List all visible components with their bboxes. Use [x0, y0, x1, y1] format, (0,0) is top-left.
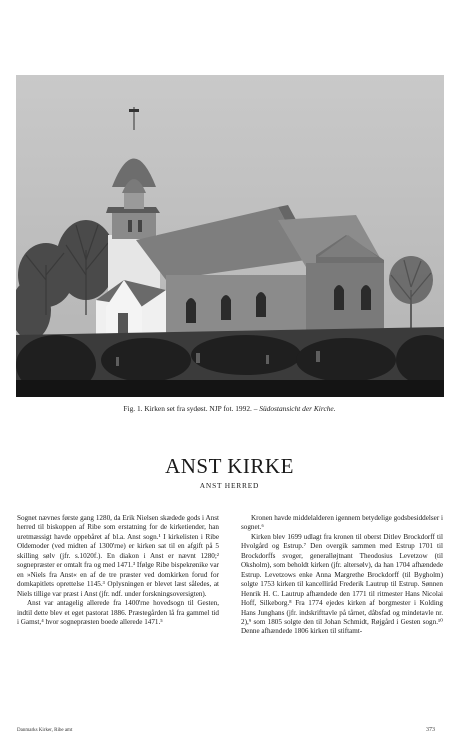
- paragraph: Kronen havde middelalderen igennem betydelige godsbesiddelser i sognet.⁶: [241, 514, 443, 532]
- page-number: 373: [426, 727, 435, 733]
- caption-german-text: Südostansicht der Kirche.: [259, 404, 336, 413]
- left-column: [17, 514, 219, 627]
- paragraph: Anst var antagelig allerede fra 1400'rne hovedsogn til Gesten, indtil dette blev et eget pastorat 1886. Præstegården lå fra gammel tid i Gamst,⁴ hvor sognepræsten boede allerede 1471.⁵: [17, 599, 219, 626]
- church-photograph: [16, 75, 444, 397]
- caption-text: Fig. 1. Kirken set fra sydøst. NJP fot. 1992. –: [123, 404, 260, 413]
- figure-caption: [0, 404, 459, 413]
- paragraph: Kirken blev 1699 udlagt fra kronen til oberst Ditlev Brockdorff til Hvolgård og Estrup.⁷ Den overgik sammen med Estrup 1701 til Brockdorffs svoger, generalløjtnant Theodosius Levetzow (til Oksholm), som beholdt kirken (jfr. altersølv), da han 1704 afhændede Estrup. Levetzows enke Anna Margrethe Brockdorff (til Bygholm) solgte 1753 kirken til kancelliråd Frederik Lautrup til Estrup. Sønnen Henrik H. C. Lautrup afhændede den 1771 til ritmester Hans Nicolai Hoff, Silkeborg.⁸ Fra 1774 ejedes kirken af borgmester i Kolding Hans Junghans (jfr. indskrifttavle på tårnet, dåbsfad og mindetavle nr. 2),⁹ som 1805 solgte den til Johan Schmidt, Røjgård i Gesten sogn.¹⁰ Denne afhændede 1806 kirken til stiftamt-: [241, 532, 443, 636]
- right-column: [241, 514, 443, 637]
- paragraph: Sognet nævnes første gang 1280, da Erik Nielsen skædede gods i Anst herred til biskoppen af Ribe som erstatning for de kirketiender, han uretmæssigt havde oppebåret af bl.a. Anst sogn.¹ I kirkelisten i Ribe Oldemoder (ved midten af 1300'rne) er kirken sat til en afgift på 5 skilling sølv (jfr. s.1020f.). En diakon i Anst er nævnt 1280;² sognepræster er omtalt fra og med 1471.³ Ifølge Ribe bispekrønike var en »Niels fra Anst« en af de tre præster ved domkirken forud for domkapitlets oprettelse 1145.³ Oplysningen er blevet læst således, at Niels tillige var præst i Anst (jfr. ndf. under forskningsoversigten).: [17, 514, 219, 598]
- running-footer: Danmarks Kirker, Ribe amt: [17, 728, 73, 733]
- page-subtitle: ANST HERRED: [199, 481, 260, 490]
- page-title: ANST KIRKE: [165, 454, 294, 478]
